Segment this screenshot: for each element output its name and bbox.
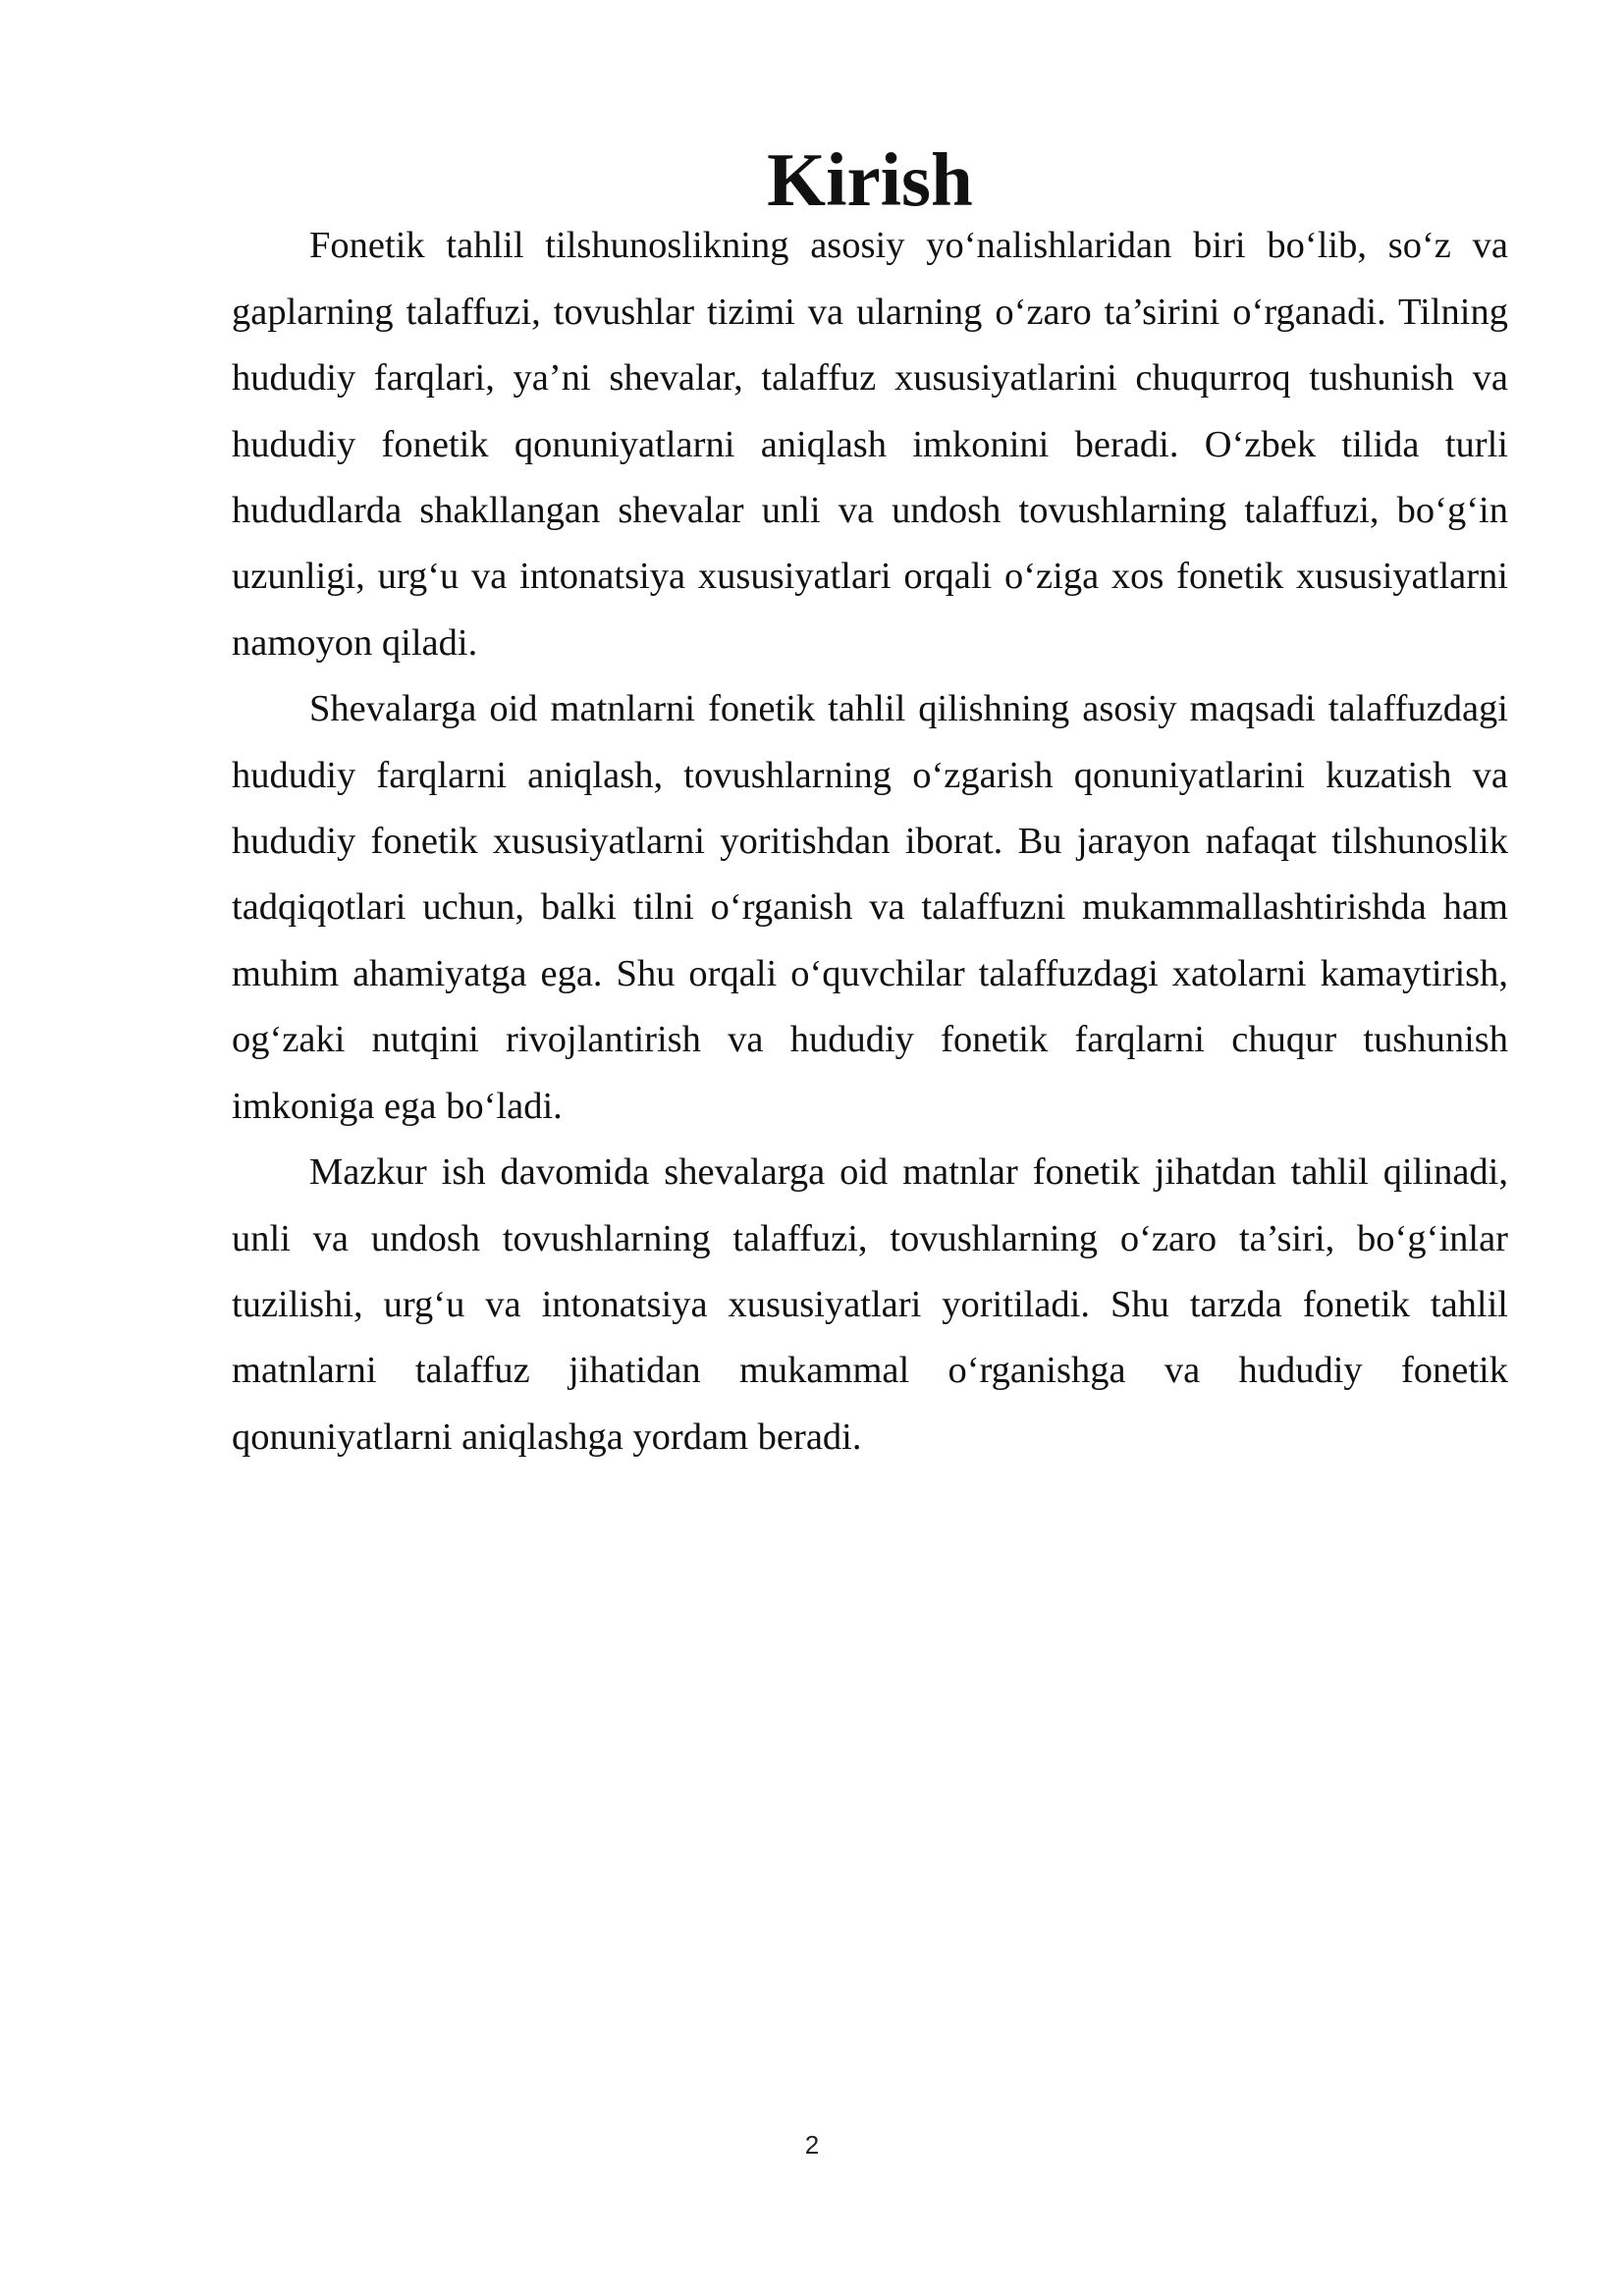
page-number: 2	[804, 2130, 820, 2160]
document-body	[232, 137, 1508, 1470]
paragraph-1: Fonetik tahlil tilshunoslikning asosiy yo‘nalishlaridan biri bo‘lib, so‘z va gaplarning talaffuzi, tovushlar tizimi va ularning o‘zaro ta’sirini o‘rganadi. Tilning hududiy farqlari, ya’ni shevalar, talaffuz xususiyatlarini chuqurroq tushunish va hududiy fonetik qonuniyatlarni aniqlash imkonini beradi. O‘zbek tilida turli hududlarda shakllangan shevalar unli va undosh tovushlarning talaffuzi, bo‘g‘in uzunligi, urg‘u va intonatsiya xususiyatlari orqali o‘ziga xos fonetik xususiyatlarni namoyon qiladi.	[232, 225, 1508, 664]
section-title: Kirish	[767, 137, 973, 222]
paragraph-2: Shevalarga oid matnlarni fonetik tahlil qilishning asosiy maqsadi talaffuzdagi hududiy farqlarni aniqlash, tovushlarning o‘zgarish qonuniyatlarini kuzatish va hududiy fonetik xususiyatlarni yoritishdan iborat. Bu jarayon nafaqat tilshunoslik tadqiqotlari uchun, balki tilni o‘rganish va talaffuzni mukammallashtirishda ham muhim ahamiyatga ega. Shu orqali o‘quvchilar talaffuzdagi xatolarni kamaytirish, og‘zaki nutqini rivojlantirish va hududiy fonetik farqlarni chuqur tushunish imkoniga ega bo‘ladi.	[232, 688, 1508, 1127]
paragraph-3: Mazkur ish davomida shevalarga oid matnlar fonetik jihatdan tahlil qilinadi, unli va undosh tovushlarning talaffuzi, tovushlarning o‘zaro ta’siri, bo‘g‘inlar tuzilishi, urg‘u va intonatsiya xususiyatlari yoritiladi. Shu tarzda fonetik tahlil matnlarni talaffuz jihatidan mukammal o‘rganishga va hududiy fonetik qonuniyatlarni aniqlashga yordam beradi.	[232, 1151, 1508, 1458]
